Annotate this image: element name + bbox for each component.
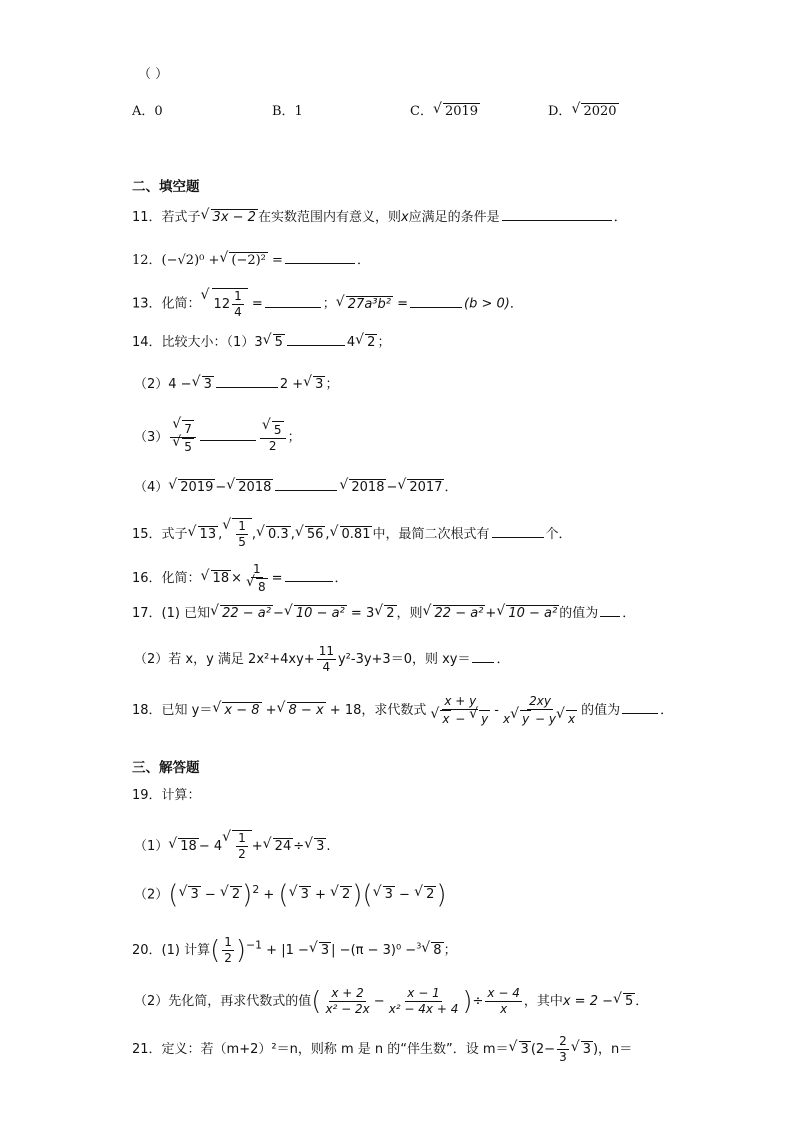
section-solve-heading: 三、解答题 bbox=[132, 760, 200, 776]
question-20-2: （2）先化简，再求代数式的值( $\frac{x + 2}{\text{x² − 2x}}$ − $\frac{x - 1}{\text{x² − 4x + 4}}$ )÷ $\frac{x - 4}{x}$ ，其中x = 2 −√ 5 ． bbox=[134, 986, 648, 1017]
question-19-1: （1）√ 18 − 4 √ $\frac{1}{2}$ +√ 24 ÷√ 3 . bbox=[134, 830, 331, 862]
answer-blank[interactable] bbox=[200, 426, 256, 441]
option-d: D．√ 2020 bbox=[548, 102, 619, 122]
answer-blank[interactable] bbox=[285, 567, 333, 582]
answer-blank[interactable] bbox=[622, 699, 658, 714]
question-17: 17．(1) 已知√ 22 − a² −√ 10 − a² = 3√ 2 ，则√ 22 − a² +√ 10 − a² 的值为 ． bbox=[132, 602, 635, 624]
answer-blank[interactable] bbox=[275, 476, 337, 491]
question-14: 14．比较大小：（1）3√ 5 4√ 2 ； bbox=[132, 331, 390, 353]
question-14-3: （3） √ 7 √ 5 √ $\frac{5}{2}$ ； bbox=[134, 420, 301, 455]
option-b: B．1 bbox=[272, 104, 303, 119]
question-19-2: （2）(√ 3 − √ 2)$^2$ + (√ 3 + √ 2)(√ 3 − √ 2) bbox=[134, 880, 447, 905]
answer-blank[interactable] bbox=[265, 293, 321, 308]
section-fill-heading: 二、填空题 bbox=[132, 179, 200, 195]
question-11: 11．若式子√ 3x − 2 在实数范围内有意义，则x应满足的条件是 ． bbox=[132, 206, 627, 228]
answer-blank[interactable] bbox=[216, 373, 278, 388]
question-15: 15．式子√ 13 , √ $\frac{1}{5}$ ,√ 0.3 ,√ 56 ,√ 0.81 中，最简二次根式有 个． bbox=[132, 518, 572, 550]
question-16: 16．化简：√ 18 × 1 √ 8 = ． bbox=[132, 562, 348, 595]
answer-blank[interactable] bbox=[410, 293, 462, 308]
option-c: C．√ 2019 bbox=[410, 102, 480, 122]
question-17-2: （2）若 x，y 满足 2x²+4xy+ $\frac{11}{4}$ y²-3y+3＝0，则 xy＝ ． bbox=[134, 644, 510, 674]
question-20: 20．(1) 计算( $\frac{1}{2}$ )$^{-1}$ + |1 −√ 3 | −(π − 3)⁰ −$^3$√ 8 ； bbox=[132, 935, 457, 966]
question-21: 21．定义：若（m+2）²＝n，则称 m 是 n 的“伴生数”．设 m＝√ 3 (2− $\frac{2}{3}$ √ 3 )，n＝ bbox=[132, 1034, 632, 1065]
question-14-2: （2）4 −√ 3 2 +√ 3 ； bbox=[134, 373, 338, 395]
question-13: 13．化简： √ 12 $\frac{1}{4}$ = ；√ 27a³b² = (b > 0)． bbox=[132, 288, 523, 320]
answer-blank[interactable] bbox=[600, 602, 620, 617]
answer-paren: （ ） bbox=[138, 67, 169, 82]
answer-blank[interactable] bbox=[472, 648, 494, 663]
answer-blank[interactable] bbox=[502, 206, 612, 221]
question-19: 19．计算： bbox=[132, 788, 201, 803]
answer-blank[interactable] bbox=[492, 523, 544, 538]
question-12: 12．(−√2)⁰ +√ (−2)² = ． bbox=[132, 249, 370, 271]
question-14-4: （4）√ 2019 −√ 2018√ 2018 −√ 2017 ． bbox=[134, 476, 457, 498]
option-a: A．0 bbox=[132, 104, 163, 119]
question-18: 18．已知 y＝√ x − 8 +√ 8 − x + 18，求代数式 x + y √ x − √ y - $\frac{2xy}{x√ y - y√ x}$ 的值为 ． bbox=[132, 694, 673, 727]
answer-blank[interactable] bbox=[285, 249, 355, 264]
answer-blank[interactable] bbox=[287, 331, 345, 346]
